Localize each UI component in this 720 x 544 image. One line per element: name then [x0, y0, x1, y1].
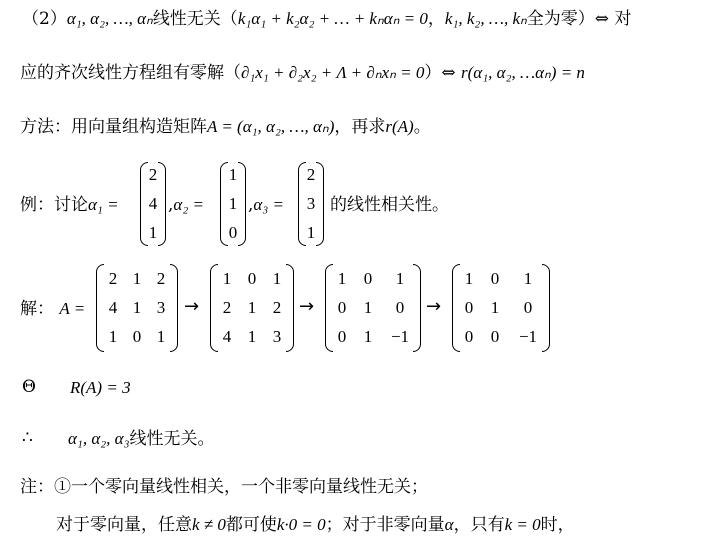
- alpha-3-label: ,α₃ =: [248, 195, 284, 215]
- matrix-2: [210, 264, 294, 352]
- vector-alpha-3: [298, 162, 324, 246]
- matrix-entry: 1: [247, 327, 257, 346]
- text-then-find: ，再求: [334, 117, 386, 137]
- matrix-entry: 1: [337, 269, 347, 288]
- matrix-entry: 1: [132, 298, 142, 317]
- matrix-definition: A = (α₁, α₂, …, αₙ): [207, 117, 335, 136]
- alpha-2-label: ,α₂ =: [168, 195, 204, 215]
- matrix-entry: 1: [247, 298, 257, 317]
- matrix-entry: 1: [222, 269, 232, 288]
- matrix-entry: 2: [272, 298, 282, 317]
- matrix-entry: 0: [228, 223, 238, 242]
- note-line-1: 注：①一个零向量线性相关，一个非零向量线性无关；: [20, 477, 428, 497]
- matrix-entry: 0: [490, 269, 500, 288]
- conclusion: α₁, α₂, α₃线性无关。: [68, 429, 215, 449]
- matrix-entry: 3: [272, 327, 282, 346]
- matrix-3: [325, 264, 421, 352]
- matrix-entry: 4: [222, 327, 232, 346]
- matrix-entry: 1: [306, 223, 316, 242]
- matrix-entry: 1: [228, 194, 238, 213]
- matrix-entry: 0: [247, 269, 257, 288]
- rank-equation: r(α₁, α₂, …αₙ) = n: [461, 63, 585, 82]
- matrix-entry: 0: [395, 298, 405, 317]
- matrix-entry: 1: [148, 223, 158, 242]
- line-3: [20, 116, 431, 138]
- matrix-entry: 1: [363, 298, 373, 317]
- matrix-entry: 0: [490, 327, 500, 346]
- matrix-entry: 4: [108, 298, 118, 317]
- matrix-entry: 2: [222, 298, 232, 317]
- text-iff: ）⇔: [424, 63, 456, 83]
- vector-alpha-1: [140, 162, 166, 246]
- matrix-1: [96, 264, 178, 352]
- matrix-entry: 0: [464, 298, 474, 317]
- matrix-entry: 1: [363, 327, 373, 346]
- matrix-entry: 2: [148, 165, 158, 184]
- matrix-4: [452, 264, 550, 352]
- solution-label: 解： A =: [20, 299, 86, 319]
- matrix-entry: 3: [306, 194, 316, 213]
- period: 。: [413, 117, 431, 137]
- matrix-entry: 0: [132, 327, 142, 346]
- matrix-entry: 0: [523, 298, 533, 317]
- line-2: [20, 62, 585, 84]
- matrix-entry: 1: [108, 327, 118, 346]
- line-1: [22, 8, 631, 30]
- k-list: k₁, k₂, …, kₙ: [444, 9, 527, 28]
- because-symbol: Θ: [22, 377, 36, 397]
- matrix-entry: 1: [490, 298, 500, 317]
- equation-combination: k₁α₁ + k₂α₂ + … + kₙαₙ = 0: [237, 9, 428, 28]
- matrix-entry: 1: [464, 269, 474, 288]
- matrix-entry: 1: [272, 269, 282, 288]
- matrix-entry: 2: [156, 269, 166, 288]
- matrix-entry: 0: [363, 269, 373, 288]
- matrix-entry: 1: [395, 269, 405, 288]
- text-all-zero: 全为零）⇔ 对: [526, 9, 632, 29]
- matrix-entry: −1: [390, 327, 410, 346]
- alpha-1-label: α₁ =: [88, 195, 119, 214]
- matrix-entry: −1: [518, 327, 538, 346]
- rank-result: R(A) = 3: [70, 378, 131, 397]
- note-line-2: 对于零向量，任意k ≠ 0都可使k·0 = 0；对于非零向量α，只有k = 0时，: [56, 515, 575, 535]
- therefore-symbol: ∴: [22, 428, 33, 448]
- matrix-entry: 1: [228, 165, 238, 184]
- example-tail: 的线性相关性。: [330, 195, 449, 215]
- matrix-entry: 1: [132, 269, 142, 288]
- vector-alpha-2: [220, 162, 246, 246]
- matrix-entry: 0: [337, 327, 347, 346]
- matrix-entry: 1: [156, 327, 166, 346]
- matrix-entry: 2: [306, 165, 316, 184]
- arrow-2: →: [299, 296, 315, 317]
- example-label: 例：讨论α₁ =: [20, 195, 119, 215]
- text-homogeneous: 应的齐次线性方程组有零解（: [20, 63, 241, 83]
- rank-of-a: r(A): [385, 117, 414, 136]
- matrix-entry: 2: [108, 269, 118, 288]
- item-number: （2）: [22, 9, 67, 29]
- matrix-entry: 0: [337, 298, 347, 317]
- equation-system: ∂₁x₁ + ∂₂x₂ + Λ + ∂ₙxₙ = 0: [241, 63, 425, 82]
- matrix-entry: 4: [148, 194, 158, 213]
- matrix-entry: 1: [523, 269, 533, 288]
- matrix-entry: 3: [156, 298, 166, 317]
- text-linear-independent: 线性无关（: [152, 9, 238, 29]
- matrix-a-label: A =: [59, 299, 86, 318]
- text-method: 方法：用向量组构造矩阵: [20, 117, 207, 137]
- arrow-3: →: [426, 296, 442, 317]
- arrow-1: →: [184, 296, 200, 317]
- comma: ，: [427, 9, 445, 29]
- matrix-entry: 0: [464, 327, 474, 346]
- alpha-list: α₁, α₂, …, αₙ: [66, 9, 153, 28]
